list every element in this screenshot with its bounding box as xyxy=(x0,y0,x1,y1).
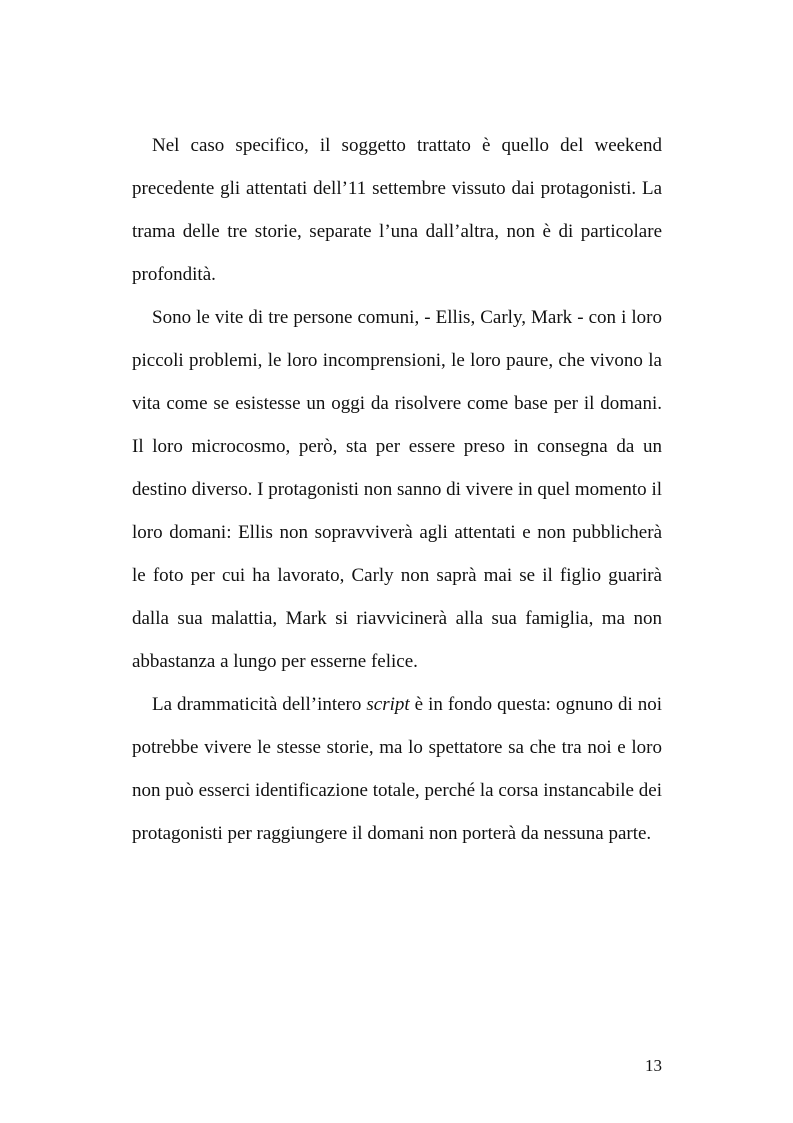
paragraph-3-text-before: La drammaticità dell’intero xyxy=(152,694,367,715)
page-number: 13 xyxy=(645,1056,662,1075)
paragraph-3-text-after: è in fondo questa: ognuno di noi potrebbe vivere le stesse storie, ma lo spettatore sa che tra noi e loro non può esserci identificazione totale, perché la corsa instancabile dei protagonisti per raggiungere il domani non porterà da nessuna parte. xyxy=(132,694,662,844)
paragraph-2: Sono le vite di tre persone comuni, - Ellis, Carly, Mark - con i loro piccoli problemi, le loro incomprensioni, le loro paure, che vivono la vita come se esistesse un oggi da risolvere come base per il domani. Il loro microcosmo, però, sta per essere preso in consegna da un destino diverso. I protagonisti non sanno di vivere in quel momento il loro domani: Ellis non sopravviverà agli attentati e non pubblicherà le foto per cui ha lavorato, Carly non saprà mai se il figlio guarirà dalla sua malattia, Mark si riavvicinerà alla sua famiglia, ma non abbastanza a lungo per esserne felice. xyxy=(132,307,662,672)
emphasis-script: script xyxy=(366,694,410,715)
paragraph-1: Nel caso specifico, il soggetto trattato è quello del weekend precedente gli attentati dell’11 settembre vissuto dai protagonisti. La trama delle tre storie, separate l’una dall’altra, non è di particolare profondità. xyxy=(132,135,662,285)
body-text xyxy=(132,124,662,855)
paragraph-3 xyxy=(132,683,662,855)
